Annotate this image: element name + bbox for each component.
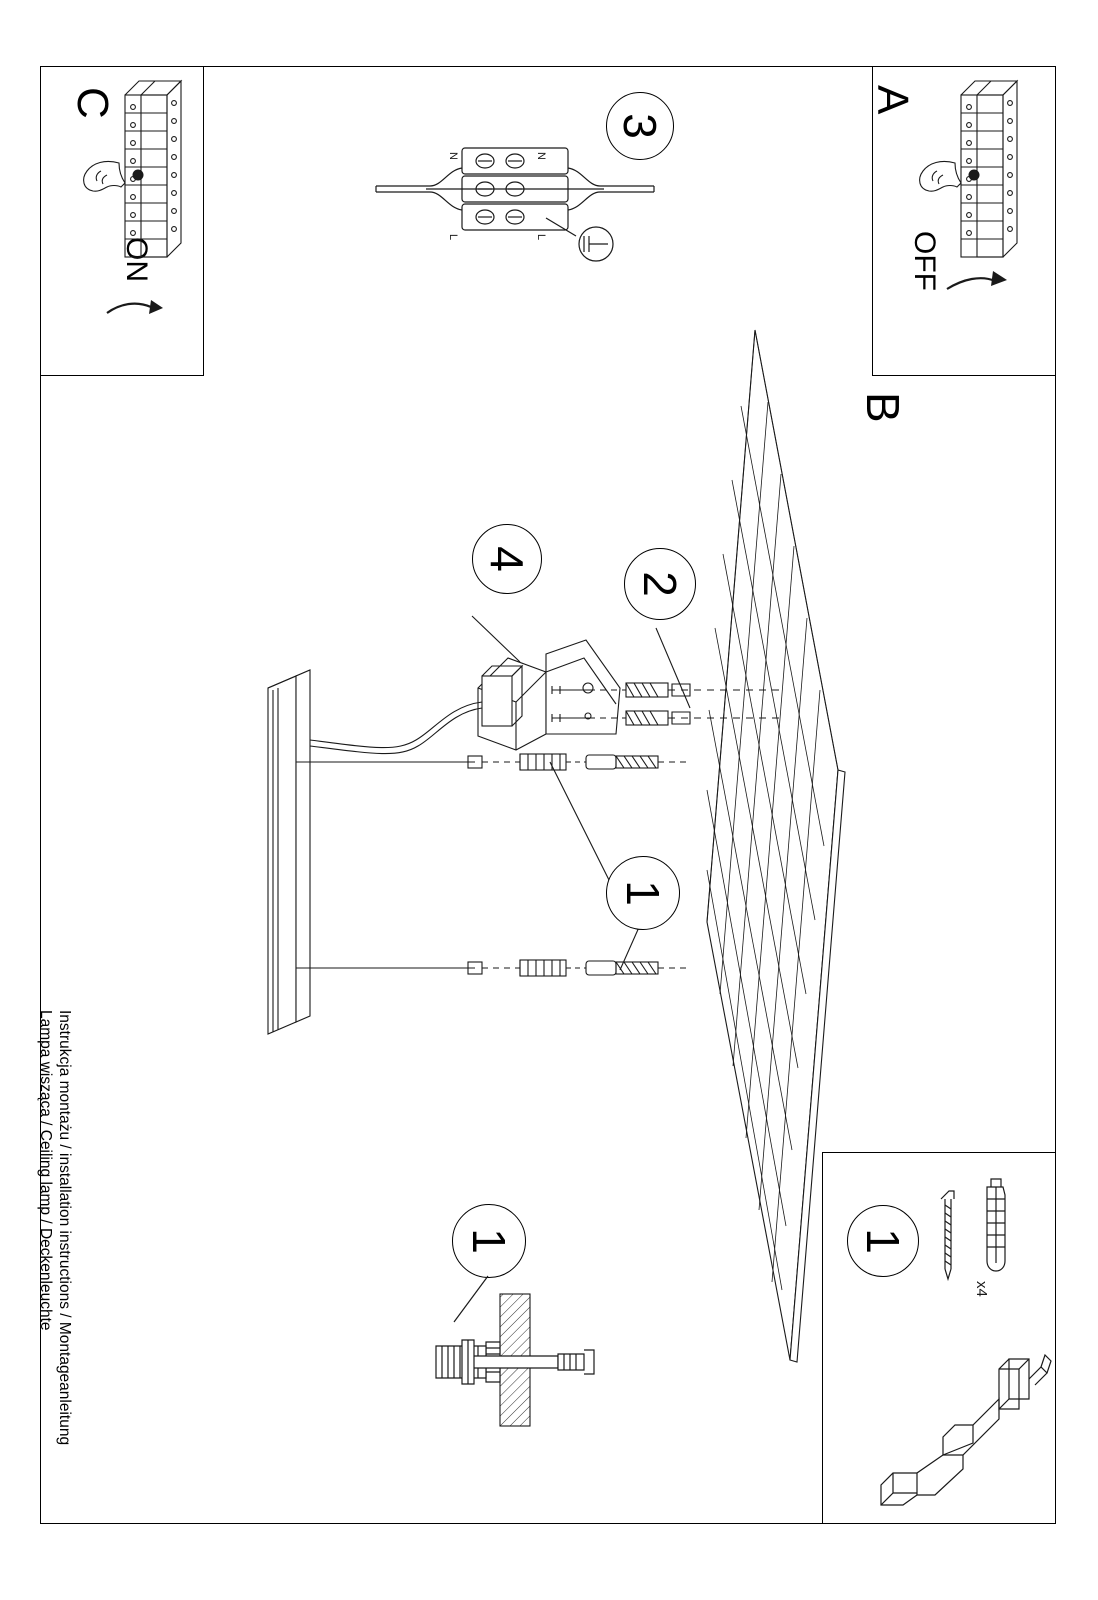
- title-block: [36, 1010, 74, 1445]
- step-badge-tools-label: 1: [857, 1228, 909, 1254]
- panel-a-state-label: OFF: [908, 231, 941, 291]
- step-badge-1-wall: [606, 856, 680, 930]
- title-line-1: Instrukcja montażu / installation instructions / Montageanleitung: [56, 1010, 73, 1446]
- terminal-label-l-1: L: [447, 234, 459, 241]
- step-badge-1-wall-label: 1: [617, 880, 669, 906]
- panel-c-breaker-illustration: [41, 67, 205, 377]
- panel-a-breaker-illustration: [873, 67, 1057, 377]
- panel-c-switch-on: [40, 66, 204, 376]
- step-badge-2-label: 2: [634, 571, 686, 597]
- panel-c-state-label: ON: [120, 237, 153, 282]
- panel-a-letter: A: [868, 85, 917, 115]
- quantity-label: x4: [973, 1281, 990, 1297]
- step-badge-2: [624, 548, 696, 620]
- terminal-label-l-2: L: [535, 234, 547, 241]
- step-badge-1-drill-label: 1: [463, 1228, 515, 1254]
- main-assembly-illustration: [220, 310, 900, 1380]
- step-badge-3-label: 3: [614, 113, 666, 139]
- panel-c-letter: C: [68, 87, 117, 119]
- step-badge-3: [606, 92, 674, 160]
- step-badge-1-drill: [452, 1204, 526, 1278]
- terminal-label-n-1: N: [447, 152, 459, 160]
- step-1-drill-leader: [440, 1272, 500, 1332]
- step-badge-4: [472, 524, 542, 594]
- terminal-label-n-2: N: [535, 152, 547, 160]
- panel-b-letter: B: [857, 392, 909, 423]
- step-badge-4-label: 4: [481, 546, 533, 572]
- title-line-2: Lampa wisząca / Ceiling lamp / Deckenleuchte: [37, 1010, 54, 1331]
